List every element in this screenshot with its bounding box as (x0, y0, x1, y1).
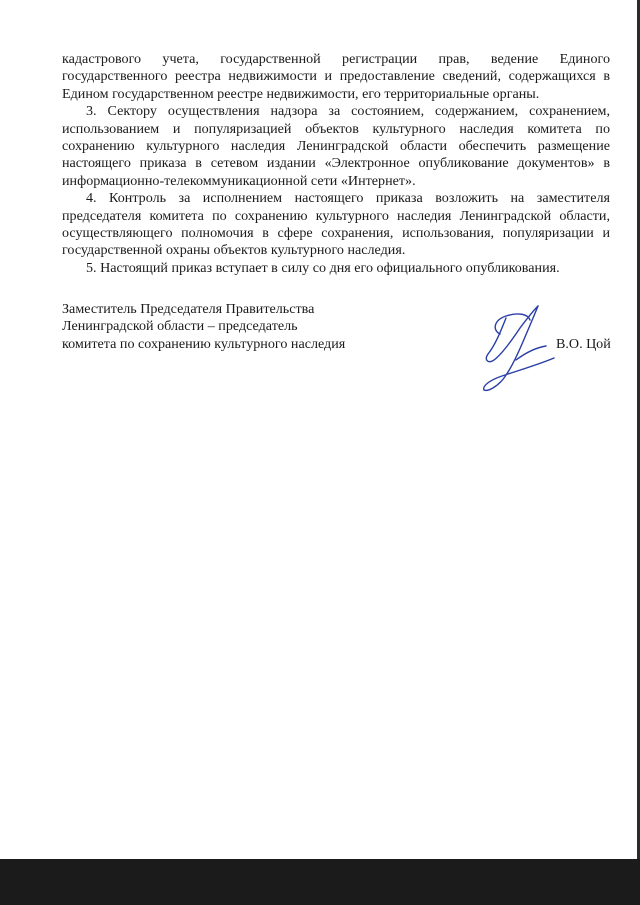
signatory-name: В.О. Цой (556, 336, 611, 352)
paragraph-continuation: кадастрового учета, государственной регистрации прав, ведение Единого государственного реестра недвижимости и предоставление сведений, содержащихся в Едином государственном реестре недвижимости, его территориальные органы. (62, 51, 610, 102)
paragraph-item-4: 4. Контроль за исполнением настоящего приказа возложить на заместителя председателя комитета по сохранению культурного наследия Ленинградской области, осуществляющего полномочия в сфере сохранения, использования, популяризации и государственной охраны объектов культурного наследия. (62, 190, 610, 259)
scan-bottom-band (0, 859, 640, 905)
signatory-position-line: Ленинградской области – председатель (62, 318, 298, 335)
signatory-position-line: Заместитель Председателя Правительства (62, 301, 315, 317)
signatory-position-line: комитета по сохранению культурного наследия (62, 335, 346, 352)
handwritten-signature (462, 300, 570, 398)
paragraph-item-3: 3. Сектору осуществления надзора за состоянием, содержанием, сохранением, использованием и популяризацией объектов культурного наследия комитета по сохранению культурного наследия Ленинградской области обеспечить размещение настоящего приказа в сетевом издании «Электронное опубликование документов» в информационно-телекоммуникационной сети «Интернет». (62, 103, 610, 189)
paragraph-item-5: 5. Настоящий приказ вступает в силу со дня его официального опубликования. (86, 259, 560, 276)
document-body (62, 51, 610, 277)
